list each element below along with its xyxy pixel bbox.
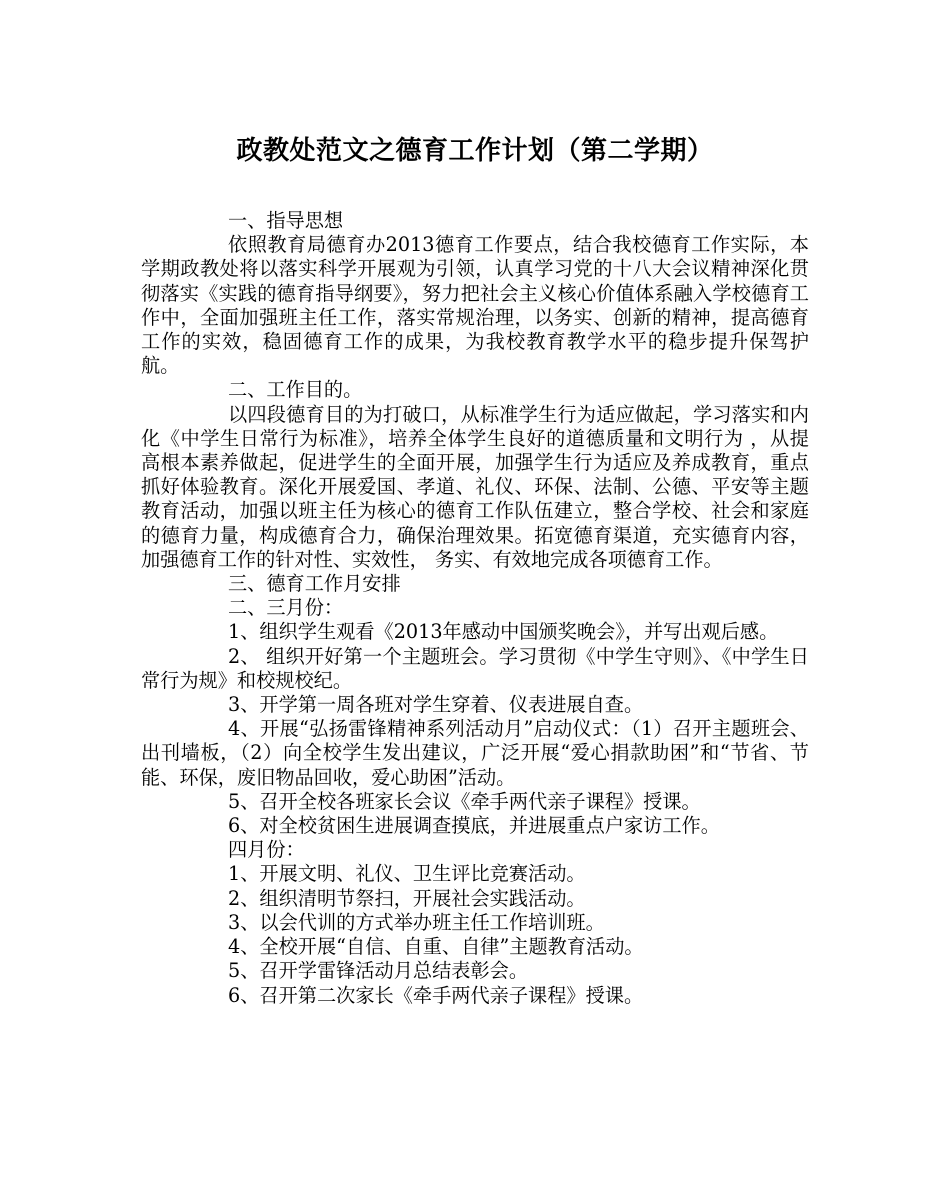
list-item: 6、对全校贫困生进展调查摸底，并进展重点户家访工作。 xyxy=(228,814,720,838)
list-item: 1、组织学生观看《2013年感动中国颁奖晚会》，并写出观后感。 xyxy=(228,620,779,644)
list-item: 1、开展文明、礼仪、卫生评比竞赛活动。 xyxy=(228,862,586,886)
section-heading-work-goals: 二、工作目的。 xyxy=(228,378,363,402)
list-item: 2、组织清明节祭扫，开展社会实践活动。 xyxy=(228,886,586,910)
list-item: 5、召开全校各班家长会议《牵手两代亲子课程》授课。 xyxy=(228,789,701,813)
section-heading-guiding-ideology: 一、指导思想 xyxy=(228,209,344,232)
paragraph-work-goals: 以四段德育目的为打破口，从标准学生行为适应做起，学习落实和内化《中学生日常行为标准》，培养全体学生良好的道德质量和文明行为 ，从提高根本素养做起，促进学生的全面开展，加强学生行为适应及养成教育，重点抓好体验教育。深化开展爱国、孝道、礼仪、环保、法制、公德、平安等主题教育活动，加强以班主任为核心的德育工作队伍建立，整合学校、社会和家庭的德育力量，构成德育合力，确保治理效果。拓宽德育渠道，充实德育内容，加强德育工作的针对性、实效性， 务实、有效地完成各项德育工作。 xyxy=(141,402,809,571)
list-item: 2、 组织开好第一个主题班会。学习贯彻《中学生守则》、《中学生日常行为规》和校规校纪。 xyxy=(141,644,809,692)
list-item: 3、以会代训的方式举办班主任工作培训班。 xyxy=(228,910,605,934)
month-heading-feb-mar: 二、三月份： xyxy=(228,596,344,620)
list-item: 5、召开学雷锋活动月总结表彰会。 xyxy=(228,959,529,983)
paragraph-guiding-ideology: 依照教育局德育办2013德育工作要点，结合我校德育工作实际，本学期政教处将以落实科学开展观为引领，认真学习党的十八大会议精神深化贯彻落实《实践的德育指导纲要》，努力把社会主义核心价值体系融入学校德育工作中，全面加强班主任工作，落实常规治理，以务实、创新的精神，提高德育工作的实效，稳固德育工作的成果，为我校教育教学水平的稳步提升保驾护航。 xyxy=(141,233,809,378)
document-title: 政教处范文之德育工作计划（第二学期） xyxy=(236,136,714,166)
document-body xyxy=(141,209,809,1008)
section-heading-monthly-plan: 三、德育工作月安排 xyxy=(228,572,401,596)
list-item: 4、开展“弘扬雷锋精神系列活动月”启动仪式：（1）召开主题班会、出刊墙板，（2）向全校学生发出建议，广泛开展“爱心捐款助困”和“节省、节能、环保，废旧物品回收，爱心助困”活动。 xyxy=(141,717,809,789)
month-heading-april: 四月份： xyxy=(228,838,305,862)
list-item: 6、召开第二次家长《牵手两代亲子课程》授课。 xyxy=(228,983,644,1007)
list-item: 4、全校开展“自信、自重、自律”主题教育活动。 xyxy=(228,935,644,959)
list-item: 3、开学第一周各班对学生穿着、仪表进展自查。 xyxy=(228,693,644,717)
